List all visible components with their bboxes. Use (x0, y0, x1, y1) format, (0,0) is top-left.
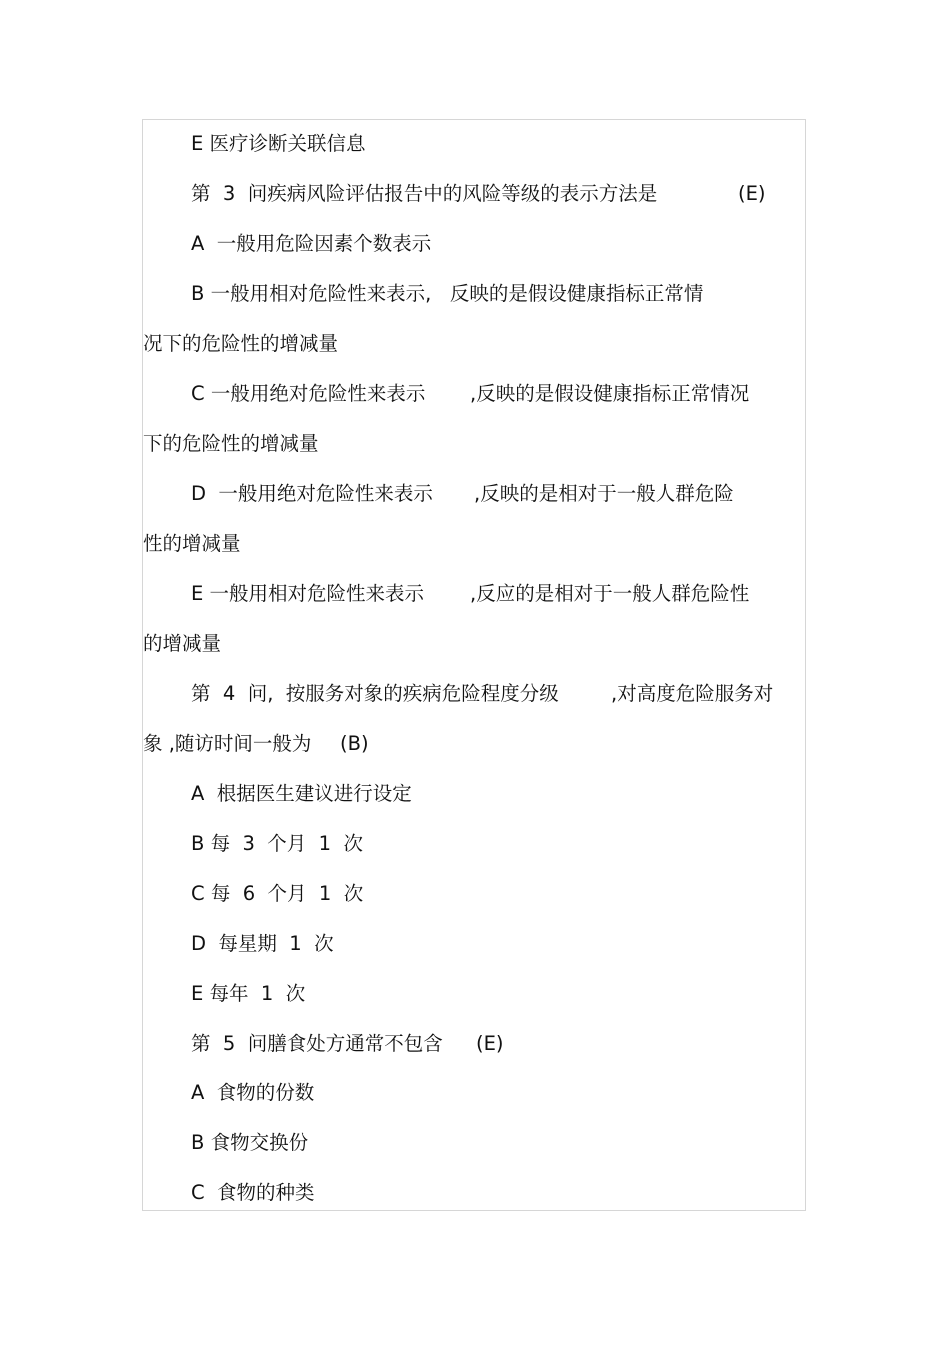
option-b-q4: B 每 3 个月 1 次 (191, 832, 363, 855)
option-e-q3: E 一般用相对危险性来表示 (191, 582, 425, 605)
option-c-q3: C 一般用绝对危险性来表示 (191, 382, 426, 405)
option-e-q2: E 医疗诊断关联信息 (191, 132, 366, 155)
option-e-q3-tail: ,反应的是相对于一般人群危险性 (470, 582, 750, 605)
option-d-q3-tail: ,反映的是相对于一般人群危险 (474, 482, 734, 505)
option-b-q3-cont: 况下的危险性的增减量 (143, 332, 339, 355)
option-c-q4: C 每 6 个月 1 次 (191, 882, 364, 905)
question-4-tail: ,对高度危险服务对 (611, 682, 774, 705)
answer-q4: (B) (340, 732, 369, 755)
question-3: 第 3 问疾病风险评估报告中的风险等级的表示方法是 (191, 182, 658, 205)
option-c-q3-cont: 下的危险性的增减量 (143, 432, 319, 455)
option-a-q4: A 根据医生建议进行设定 (191, 782, 412, 805)
option-a-q3: A 一般用危险因素个数表示 (191, 232, 432, 255)
option-d-q3-cont: 性的增减量 (143, 532, 241, 555)
option-e-q4: E 每年 1 次 (191, 982, 306, 1005)
answer-q3: (E) (738, 182, 766, 205)
question-4-cont: 象 ,随访时间一般为 (143, 732, 312, 755)
option-b-q3: B 一般用相对危险性来表示, 反映的是假设健康指标正常情 (191, 282, 704, 305)
option-d-q4: D 每星期 1 次 (191, 932, 334, 955)
option-c-q3-tail: ,反映的是假设健康指标正常情况 (470, 382, 750, 405)
option-b-q5: B 食物交换份 (191, 1131, 309, 1154)
option-d-q3: D 一般用绝对危险性来表示 (191, 482, 433, 505)
question-5: 第 5 问膳食处方通常不包含 (191, 1032, 443, 1055)
option-a-q5: A 食物的份数 (191, 1081, 315, 1104)
answer-q5: (E) (476, 1032, 504, 1055)
option-c-q5: C 食物的种类 (191, 1181, 315, 1204)
question-4: 第 4 问, 按服务对象的疾病危险程度分级 (191, 682, 559, 705)
option-e-q3-cont: 的增减量 (143, 632, 222, 655)
